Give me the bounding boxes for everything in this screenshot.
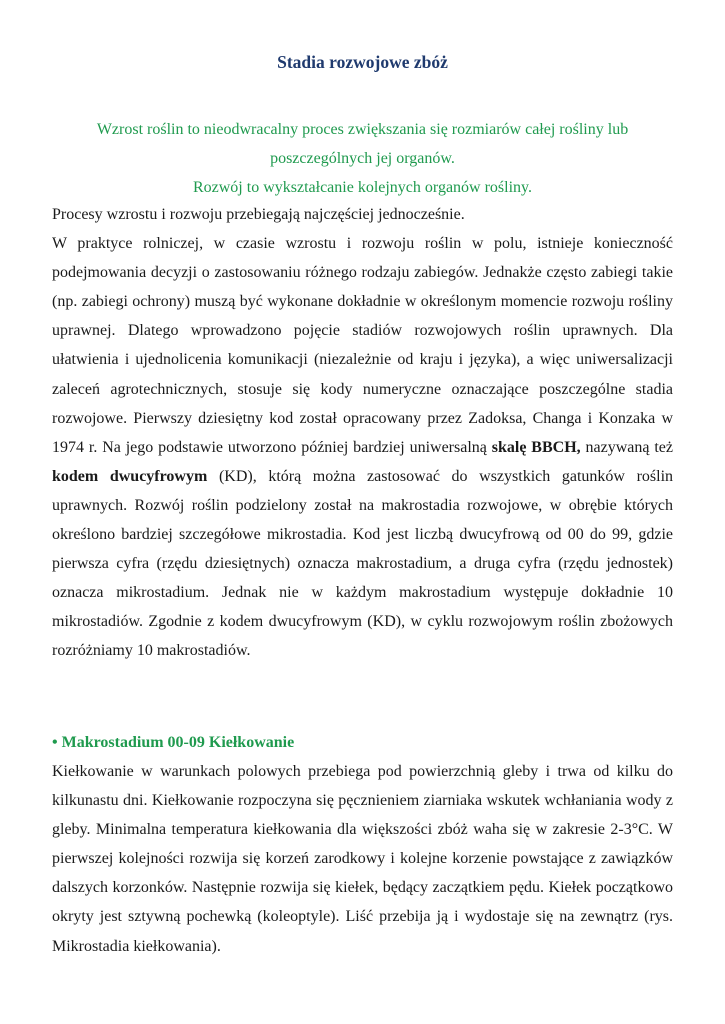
intro-paragraph bbox=[52, 229, 673, 665]
definition-development: Rozwój to wykształcanie kolejnych organów rośliny. bbox=[192, 179, 533, 196]
intro-text-3: (KD), którą można zastosować do wszystkich gatunków roślin uprawnych. Rozwój roślin podzielony został na makrostadia rozwojowe, w obrębie których określono bardziej szczegółowe mikrostadia. Kod jest liczbą dwucyfrową od 00 do 99, gdzie pierwsza cyfra (rzędu dziesiętnych) oznacza makrostadium, a druga cyfra (rzędu jednostek) oznacza mikrostadium. Jednak nie w każdym makrostadium występuje dokładnie 10 mikrostadiów. Zgodnie z kodem dwucyfrowym (KD), w cyklu rozwojowym roślin zbożowych rozróżniamy 10 makrostadiów. bbox=[52, 467, 674, 660]
intro-text-1: W praktyce rolniczej, w czasie wzrostu i rozwoju roślin w polu, istnieje konieczność podejmowania decyzji o zastosowaniu różnego rodzaju zabiegów. Jednakże często zabiegi takie (np. zabiegi ochrony) muszą być wykonane dokładnie w określonym momencie rozwoju rośliny uprawnej. Dlatego wprowadzono pojęcie stadiów rozwojowych roślin uprawnych. Dla ułatwienia i ujednolicenia komunikacji (niezależnie od kraju i języka), a więc uniwersalizacji zaleceń agrotechnicznych, stosuje się kody numeryczne oznaczające poszczególne stadia rozwojowe. Pierwszy dziesiętny kod został opracowany przez Zadoksa, Changa i Konzaka w 1974 r. Na jego podstawie utworzono później bardziej uniwersalną bbox=[52, 235, 673, 456]
definition-growth: Wzrost roślin to nieodwracalny proces zwiększania się rozmiarów całej rośliny lub poszczególnych jej organów. bbox=[96, 121, 629, 167]
definitions bbox=[52, 115, 673, 202]
page-title: Stadia rozwojowe zbóż bbox=[277, 52, 448, 72]
intro-bold-bbch: skalę BBCH, bbox=[491, 438, 581, 456]
section-paragraph: Kiełkowanie w warunkach polowych przebiega pod powierzchnią gleby i trwa od kilku do kilkunastu dni. Kiełkowanie rozpoczyna się pęcznieniem ziarniaka wskutek wchłaniania wody z gleby. Minimalna temperatura kiełkowania dla większości zbóż waha się w zakresie 2-3°C. W pierwszej kolejności rozwija się korzeń zarodkowy i kolejne korzenie powstające z zawiązków dalszych korzonków. Następnie rozwija się kiełek, będący zaczątkiem pędu. Kiełek początkowo okryty jest sztywną pochewką (koleoptyle). Liść przebija ją i wydostaje się na zewnątrz (rys. Mikrostadia kiełkowania). bbox=[52, 763, 673, 955]
intro-bold-kd: kodem dwucyfrowym bbox=[52, 467, 208, 485]
intro-lead: Procesy wzrostu i rozwoju przebiegają najczęściej jednocześnie. bbox=[52, 206, 465, 223]
section-body bbox=[52, 757, 673, 961]
section-heading: • Makrostadium 00-09 Kiełkowanie bbox=[52, 734, 295, 751]
intro-text-2: nazywaną też bbox=[580, 438, 673, 456]
intro-section bbox=[52, 200, 673, 666]
